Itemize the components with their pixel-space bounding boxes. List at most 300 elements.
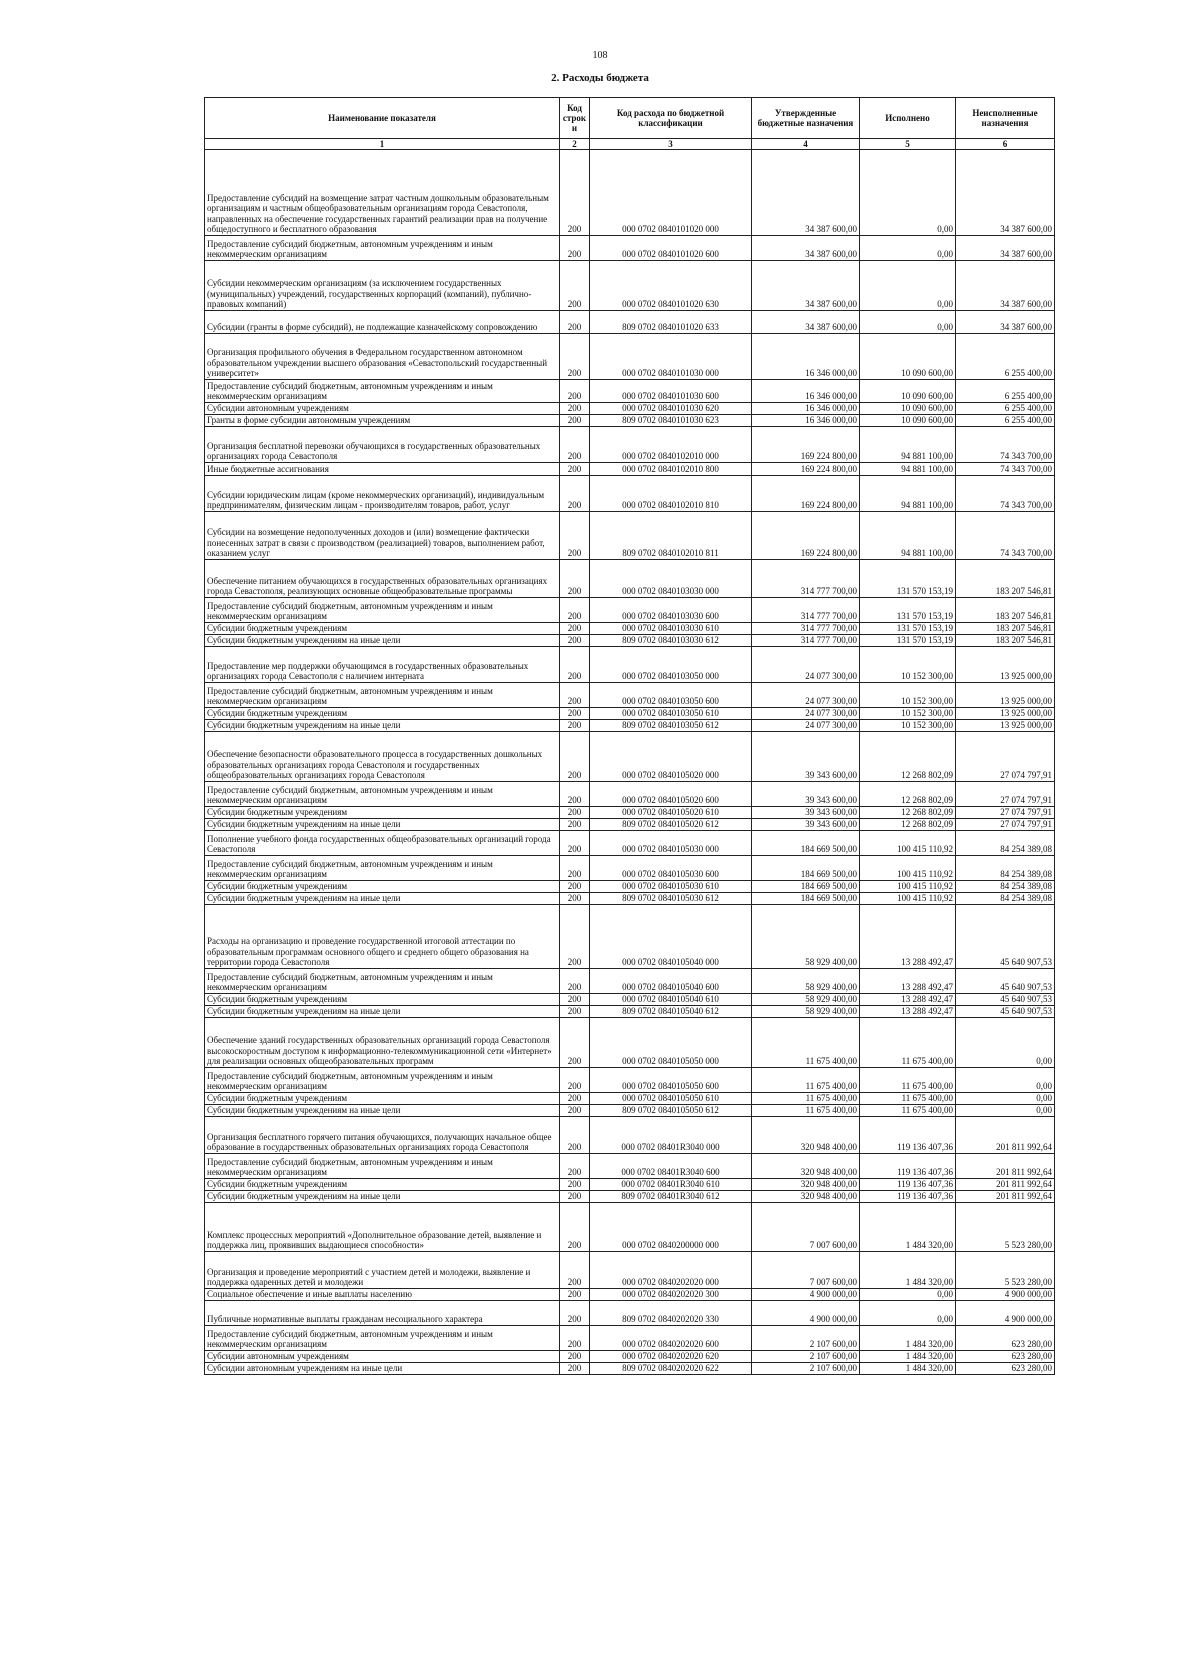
row-executed: 100 415 110,92 [860, 856, 956, 881]
row-unexecuted: 6 255 400,00 [956, 334, 1055, 380]
table-row [205, 647, 1055, 683]
row-name: Расходы на организацию и проведение государственной итоговой аттестации по образовательным программам основного общего и среднего общего образования на территории города Севастополя [205, 905, 560, 969]
row-budget-code: 809 0702 0840202020 622 [590, 1363, 752, 1375]
row-approved: 169 224 800,00 [752, 427, 860, 463]
row-name: Субсидии (гранты в форме субсидий), не подлежащие казначейскому сопровождению [205, 311, 560, 334]
row-executed: 94 881 100,00 [860, 463, 956, 476]
row-budget-code: 809 0702 0840202020 330 [590, 1301, 752, 1326]
row-approved: 184 669 500,00 [752, 831, 860, 856]
row-budget-code: 000 0702 0840101030 620 [590, 403, 752, 415]
row-line-code: 200 [560, 463, 590, 476]
row-executed: 94 881 100,00 [860, 512, 956, 560]
row-line-code: 200 [560, 1179, 590, 1191]
row-approved: 34 387 600,00 [752, 261, 860, 311]
table-row [205, 720, 1055, 732]
row-name: Субсидии бюджетным учреждениям на иные цели [205, 819, 560, 831]
row-budget-code: 000 0702 0840101030 000 [590, 334, 752, 380]
row-budget-code: 000 0702 0840202020 600 [590, 1326, 752, 1351]
table-row [205, 1093, 1055, 1105]
row-line-code: 200 [560, 720, 590, 732]
row-approved: 184 669 500,00 [752, 893, 860, 905]
row-unexecuted: 34 387 600,00 [956, 150, 1055, 236]
row-budget-code: 000 0702 0840102010 800 [590, 463, 752, 476]
row-name: Предоставление субсидий бюджетным, автономным учреждениям и иным некоммерческим организациям [205, 782, 560, 807]
row-name: Субсидии автономным учреждениям [205, 403, 560, 415]
row-name: Предоставление субсидий бюджетным, автономным учреждениям и иным некоммерческим организациям [205, 380, 560, 403]
row-executed: 100 415 110,92 [860, 831, 956, 856]
row-line-code: 200 [560, 427, 590, 463]
row-unexecuted: 0,00 [956, 1093, 1055, 1105]
row-name: Субсидии бюджетным учреждениям [205, 623, 560, 635]
row-line-code: 200 [560, 1326, 590, 1351]
row-approved: 2 107 600,00 [752, 1351, 860, 1363]
row-unexecuted: 27 074 797,91 [956, 819, 1055, 831]
table-row [205, 732, 1055, 782]
table-row [205, 1105, 1055, 1117]
row-name: Предоставление субсидий бюджетным, автономным учреждениям и иным некоммерческим организациям [205, 1068, 560, 1093]
table-row [205, 1203, 1055, 1252]
table-row [205, 1351, 1055, 1363]
row-line-code: 200 [560, 782, 590, 807]
row-executed: 10 152 300,00 [860, 683, 956, 708]
row-unexecuted: 6 255 400,00 [956, 415, 1055, 427]
row-line-code: 200 [560, 560, 590, 598]
table-row [205, 1154, 1055, 1179]
row-line-code: 200 [560, 994, 590, 1006]
row-executed: 119 136 407,36 [860, 1117, 956, 1154]
row-budget-code: 000 0702 0840105040 000 [590, 905, 752, 969]
table-row [205, 819, 1055, 831]
table-body [205, 150, 1055, 1375]
row-budget-code: 000 0702 0840102010 000 [590, 427, 752, 463]
row-unexecuted: 183 207 546,81 [956, 560, 1055, 598]
row-executed: 10 152 300,00 [860, 647, 956, 683]
row-line-code: 200 [560, 403, 590, 415]
row-approved: 58 929 400,00 [752, 1006, 860, 1018]
row-budget-code: 000 0702 08401R3040 610 [590, 1179, 752, 1191]
row-line-code: 200 [560, 1093, 590, 1105]
table-row [205, 623, 1055, 635]
table-row [205, 236, 1055, 261]
row-unexecuted: 183 207 546,81 [956, 623, 1055, 635]
row-line-code: 200 [560, 635, 590, 647]
row-unexecuted: 0,00 [956, 1018, 1055, 1068]
table-row [205, 807, 1055, 819]
row-approved: 314 777 700,00 [752, 598, 860, 623]
row-unexecuted: 45 640 907,53 [956, 969, 1055, 994]
row-name: Субсидии бюджетным учреждениям на иные цели [205, 893, 560, 905]
row-unexecuted: 0,00 [956, 1105, 1055, 1117]
row-approved: 184 669 500,00 [752, 881, 860, 893]
row-approved: 34 387 600,00 [752, 311, 860, 334]
row-budget-code: 000 0702 0840202020 000 [590, 1252, 752, 1289]
row-budget-code: 000 0702 0840105050 610 [590, 1093, 752, 1105]
header-name: Наименование показателя [205, 98, 560, 139]
row-line-code: 200 [560, 647, 590, 683]
row-name: Обеспечение зданий государственных образовательных организаций города Севастополя высокоскоростным доступом к информационно-телекоммуникационной сети «Интернет» для реализации основных общеобразовательных программ [205, 1018, 560, 1068]
row-executed: 10 152 300,00 [860, 720, 956, 732]
row-approved: 11 675 400,00 [752, 1105, 860, 1117]
header-unexecuted: Неисполненные назначения [956, 98, 1055, 139]
row-approved: 24 077 300,00 [752, 720, 860, 732]
row-approved: 11 675 400,00 [752, 1018, 860, 1068]
row-executed: 12 268 802,09 [860, 807, 956, 819]
row-executed: 1 484 320,00 [860, 1203, 956, 1252]
row-executed: 1 484 320,00 [860, 1363, 956, 1375]
header-line-code: Код строк и [560, 98, 590, 139]
row-executed: 100 415 110,92 [860, 881, 956, 893]
row-approved: 4 900 000,00 [752, 1301, 860, 1326]
row-line-code: 200 [560, 1068, 590, 1093]
index-cell: 1 [205, 139, 560, 150]
row-approved: 320 948 400,00 [752, 1191, 860, 1203]
row-name: Субсидии юридическим лицам (кроме некоммерческих организаций), индивидуальным предпринимателям, физическим лицам - производителям товаров, работ, услуг [205, 476, 560, 512]
row-approved: 169 224 800,00 [752, 476, 860, 512]
row-executed: 131 570 153,19 [860, 560, 956, 598]
row-unexecuted: 5 523 280,00 [956, 1203, 1055, 1252]
table-row [205, 1363, 1055, 1375]
row-approved: 34 387 600,00 [752, 236, 860, 261]
table-row [205, 881, 1055, 893]
row-name: Предоставление субсидий бюджетным, автономным учреждениям и иным некоммерческим организациям [205, 598, 560, 623]
row-unexecuted: 13 925 000,00 [956, 683, 1055, 708]
row-budget-code: 000 0702 0840202020 300 [590, 1289, 752, 1301]
table-row [205, 1326, 1055, 1351]
row-unexecuted: 13 925 000,00 [956, 720, 1055, 732]
row-name: Предоставление субсидий бюджетным, автономным учреждениям и иным некоммерческим организациям [205, 1154, 560, 1179]
row-approved: 24 077 300,00 [752, 708, 860, 720]
row-unexecuted: 13 925 000,00 [956, 647, 1055, 683]
row-approved: 184 669 500,00 [752, 856, 860, 881]
table-row [205, 403, 1055, 415]
row-budget-code: 809 0702 0840103030 612 [590, 635, 752, 647]
row-executed: 0,00 [860, 150, 956, 236]
row-budget-code: 000 0702 08401R3040 000 [590, 1117, 752, 1154]
row-line-code: 200 [560, 1191, 590, 1203]
table-row [205, 1252, 1055, 1289]
table-row [205, 1018, 1055, 1068]
row-unexecuted: 34 387 600,00 [956, 236, 1055, 261]
table-row [205, 380, 1055, 403]
row-line-code: 200 [560, 831, 590, 856]
row-executed: 11 675 400,00 [860, 1093, 956, 1105]
row-line-code: 200 [560, 905, 590, 969]
row-executed: 100 415 110,92 [860, 893, 956, 905]
row-line-code: 200 [560, 1006, 590, 1018]
row-budget-code: 000 0702 0840101030 600 [590, 380, 752, 403]
row-name: Субсидии бюджетным учреждениям [205, 1179, 560, 1191]
row-budget-code: 809 0702 0840102010 811 [590, 512, 752, 560]
row-executed: 119 136 407,36 [860, 1154, 956, 1179]
table-row [205, 856, 1055, 881]
row-approved: 4 900 000,00 [752, 1289, 860, 1301]
row-unexecuted: 5 523 280,00 [956, 1252, 1055, 1289]
row-unexecuted: 201 811 992,64 [956, 1179, 1055, 1191]
row-approved: 16 346 000,00 [752, 380, 860, 403]
row-name: Субсидии некоммерческим организациям (за исключением государственных (муниципальных) учреждений, государственных корпораций (компаний), публично-правовых компаний) [205, 261, 560, 311]
table-row [205, 311, 1055, 334]
row-executed: 13 288 492,47 [860, 969, 956, 994]
table-row [205, 905, 1055, 969]
row-budget-code: 000 0702 0840102010 810 [590, 476, 752, 512]
row-budget-code: 809 0702 0840101030 623 [590, 415, 752, 427]
row-approved: 314 777 700,00 [752, 635, 860, 647]
row-name: Гранты в форме субсидии автономным учреждениям [205, 415, 560, 427]
row-unexecuted: 84 254 389,08 [956, 881, 1055, 893]
row-line-code: 200 [560, 683, 590, 708]
row-executed: 10 090 600,00 [860, 403, 956, 415]
row-budget-code: 000 0702 0840202020 620 [590, 1351, 752, 1363]
row-unexecuted: 201 811 992,64 [956, 1154, 1055, 1179]
row-unexecuted: 45 640 907,53 [956, 1006, 1055, 1018]
expenses-table [204, 97, 1055, 1375]
row-executed: 10 090 600,00 [860, 415, 956, 427]
row-executed: 131 570 153,19 [860, 623, 956, 635]
row-name: Иные бюджетные ассигнования [205, 463, 560, 476]
row-name: Предоставление субсидий бюджетным, автономным учреждениям и иным некоммерческим организациям [205, 1326, 560, 1351]
row-executed: 131 570 153,19 [860, 598, 956, 623]
row-budget-code: 000 0702 08401R3040 600 [590, 1154, 752, 1179]
row-approved: 39 343 600,00 [752, 782, 860, 807]
row-line-code: 200 [560, 1203, 590, 1252]
row-executed: 119 136 407,36 [860, 1191, 956, 1203]
table-row [205, 831, 1055, 856]
row-line-code: 200 [560, 150, 590, 236]
row-name: Организация бесплатного горячего питания обучающихся, получающих начальное общее образование в государственных образовательных организациях города Севастополя [205, 1117, 560, 1154]
row-executed: 1 484 320,00 [860, 1252, 956, 1289]
row-approved: 320 948 400,00 [752, 1154, 860, 1179]
row-approved: 16 346 000,00 [752, 415, 860, 427]
row-unexecuted: 84 254 389,08 [956, 856, 1055, 881]
row-approved: 7 007 600,00 [752, 1203, 860, 1252]
row-name: Пополнение учебного фонда государственных общеобразовательных организаций города Севастополя [205, 831, 560, 856]
row-line-code: 200 [560, 1289, 590, 1301]
index-cell: 5 [860, 139, 956, 150]
row-unexecuted: 623 280,00 [956, 1326, 1055, 1351]
index-cell: 4 [752, 139, 860, 150]
row-budget-code: 000 0702 0840101020 000 [590, 150, 752, 236]
row-approved: 16 346 000,00 [752, 403, 860, 415]
row-name: Комплекс процессных мероприятий «Дополнительное образование детей, выявление и поддержка лиц, проявивших выдающиеся способности» [205, 1203, 560, 1252]
row-approved: 24 077 300,00 [752, 683, 860, 708]
row-approved: 7 007 600,00 [752, 1252, 860, 1289]
row-approved: 320 948 400,00 [752, 1117, 860, 1154]
table-row [205, 683, 1055, 708]
row-budget-code: 809 0702 0840105020 612 [590, 819, 752, 831]
row-approved: 58 929 400,00 [752, 905, 860, 969]
row-unexecuted: 84 254 389,08 [956, 831, 1055, 856]
row-budget-code: 000 0702 0840103030 000 [590, 560, 752, 598]
row-approved: 2 107 600,00 [752, 1326, 860, 1351]
row-executed: 0,00 [860, 311, 956, 334]
row-name: Предоставление субсидий бюджетным, автономным учреждениям и иным некоммерческим организациям [205, 236, 560, 261]
row-budget-code: 000 0702 0840103030 600 [590, 598, 752, 623]
row-unexecuted: 74 343 700,00 [956, 476, 1055, 512]
row-budget-code: 000 0702 0840103050 000 [590, 647, 752, 683]
table-row [205, 1006, 1055, 1018]
row-line-code: 200 [560, 598, 590, 623]
row-line-code: 200 [560, 1117, 590, 1154]
row-budget-code: 000 0702 0840101020 630 [590, 261, 752, 311]
row-approved: 169 224 800,00 [752, 463, 860, 476]
row-line-code: 200 [560, 1105, 590, 1117]
table-row [205, 463, 1055, 476]
row-executed: 119 136 407,36 [860, 1179, 956, 1191]
row-name: Предоставление субсидий бюджетным, автономным учреждениям и иным некоммерческим организациям [205, 683, 560, 708]
row-approved: 11 675 400,00 [752, 1093, 860, 1105]
row-line-code: 200 [560, 1252, 590, 1289]
row-line-code: 200 [560, 893, 590, 905]
row-line-code: 200 [560, 380, 590, 403]
table-row [205, 1179, 1055, 1191]
row-name: Субсидии бюджетным учреждениям на иные цели [205, 1191, 560, 1203]
row-name: Предоставление субсидий на возмещение затрат частным дошкольным образовательным организациям и частным общеобразовательным организациям города Севастополя, направленных на обеспечение государственных гарантий реализации прав на получение общедоступного и бесплатного образования [205, 150, 560, 236]
header-approved: Утвержденные бюджетные назначения [752, 98, 860, 139]
row-name: Субсидии бюджетным учреждениям на иные цели [205, 635, 560, 647]
row-unexecuted: 6 255 400,00 [956, 403, 1055, 415]
table-row [205, 969, 1055, 994]
index-cell: 3 [590, 139, 752, 150]
table-row [205, 635, 1055, 647]
row-budget-code: 000 0702 0840103030 610 [590, 623, 752, 635]
row-executed: 10 090 600,00 [860, 380, 956, 403]
row-approved: 11 675 400,00 [752, 1068, 860, 1093]
row-line-code: 200 [560, 623, 590, 635]
row-name: Субсидии бюджетным учреждениям [205, 881, 560, 893]
row-unexecuted: 45 640 907,53 [956, 905, 1055, 969]
row-unexecuted: 201 811 992,64 [956, 1117, 1055, 1154]
row-unexecuted: 6 255 400,00 [956, 380, 1055, 403]
row-name: Социальное обеспечение и иные выплаты населению [205, 1289, 560, 1301]
row-unexecuted: 4 900 000,00 [956, 1289, 1055, 1301]
row-unexecuted: 74 343 700,00 [956, 463, 1055, 476]
row-executed: 13 288 492,47 [860, 905, 956, 969]
row-executed: 0,00 [860, 261, 956, 311]
row-name: Организация и проведение мероприятий с участием детей и молодежи, выявление и поддержка одаренных детей и молодежи [205, 1252, 560, 1289]
row-budget-code: 809 0702 0840103050 612 [590, 720, 752, 732]
table-row [205, 476, 1055, 512]
row-executed: 11 675 400,00 [860, 1105, 956, 1117]
row-budget-code: 000 0702 0840105020 600 [590, 782, 752, 807]
table-row [205, 415, 1055, 427]
row-approved: 58 929 400,00 [752, 969, 860, 994]
table-row [205, 994, 1055, 1006]
row-name: Публичные нормативные выплаты гражданам несоциального характера [205, 1301, 560, 1326]
row-line-code: 200 [560, 1301, 590, 1326]
row-name: Организация бесплатной перевозки обучающихся в государственных образовательных организациях города Севастополя [205, 427, 560, 463]
row-executed: 0,00 [860, 1289, 956, 1301]
row-line-code: 200 [560, 708, 590, 720]
row-name: Субсидии бюджетным учреждениям [205, 708, 560, 720]
row-executed: 12 268 802,09 [860, 782, 956, 807]
table-row [205, 1117, 1055, 1154]
row-name: Субсидии автономным учреждениям на иные цели [205, 1363, 560, 1375]
row-approved: 169 224 800,00 [752, 512, 860, 560]
row-approved: 320 948 400,00 [752, 1179, 860, 1191]
row-line-code: 200 [560, 1363, 590, 1375]
row-unexecuted: 34 387 600,00 [956, 311, 1055, 334]
row-budget-code: 000 0702 0840103050 600 [590, 683, 752, 708]
row-budget-code: 809 0702 0840101020 633 [590, 311, 752, 334]
row-unexecuted: 183 207 546,81 [956, 635, 1055, 647]
row-executed: 0,00 [860, 236, 956, 261]
row-budget-code: 000 0702 0840105030 610 [590, 881, 752, 893]
row-executed: 13 288 492,47 [860, 1006, 956, 1018]
table-row [205, 150, 1055, 236]
row-executed: 10 152 300,00 [860, 708, 956, 720]
row-name: Предоставление мер поддержки обучающимся в государственных образовательных организациях города Севастополя с наличием интерната [205, 647, 560, 683]
row-executed: 12 268 802,09 [860, 732, 956, 782]
row-unexecuted: 623 280,00 [956, 1351, 1055, 1363]
table-row [205, 334, 1055, 380]
row-executed: 131 570 153,19 [860, 635, 956, 647]
row-approved: 314 777 700,00 [752, 623, 860, 635]
row-executed: 1 484 320,00 [860, 1351, 956, 1363]
row-name: Субсидии автономным учреждениям [205, 1351, 560, 1363]
row-name: Субсидии бюджетным учреждениям [205, 1093, 560, 1105]
row-unexecuted: 0,00 [956, 1068, 1055, 1093]
row-line-code: 200 [560, 856, 590, 881]
row-budget-code: 000 0702 0840105040 610 [590, 994, 752, 1006]
table-row [205, 427, 1055, 463]
row-line-code: 200 [560, 512, 590, 560]
row-budget-code: 000 0702 0840200000 000 [590, 1203, 752, 1252]
row-name: Субсидии на возмещение недополученных доходов и (или) возмещение фактически понесенных затрат в связи с производством (реализацией) товаров, выполнением работ, оказанием услуг [205, 512, 560, 560]
row-budget-code: 000 0702 0840105040 600 [590, 969, 752, 994]
row-approved: 34 387 600,00 [752, 150, 860, 236]
row-executed: 0,00 [860, 1301, 956, 1326]
row-line-code: 200 [560, 807, 590, 819]
row-name: Субсидии бюджетным учреждениям на иные цели [205, 1105, 560, 1117]
index-cell: 6 [956, 139, 1055, 150]
row-budget-code: 000 0702 0840105030 000 [590, 831, 752, 856]
row-name: Субсидии бюджетным учреждениям на иные цели [205, 720, 560, 732]
row-budget-code: 000 0702 0840105050 000 [590, 1018, 752, 1068]
row-approved: 2 107 600,00 [752, 1363, 860, 1375]
index-cell: 2 [560, 139, 590, 150]
row-executed: 94 881 100,00 [860, 427, 956, 463]
row-line-code: 200 [560, 1018, 590, 1068]
section-title: 2. Расходы бюджета [551, 72, 649, 84]
row-line-code: 200 [560, 415, 590, 427]
row-unexecuted: 183 207 546,81 [956, 598, 1055, 623]
row-budget-code: 000 0702 0840105050 600 [590, 1068, 752, 1093]
header-budget-code: Код расхода по бюджетной классификации [590, 98, 752, 139]
row-line-code: 200 [560, 881, 590, 893]
row-budget-code: 000 0702 0840101020 600 [590, 236, 752, 261]
row-name: Субсидии бюджетным учреждениям [205, 807, 560, 819]
row-name: Организация профильного обучения в Федеральном государственном автономном образовательном учреждении высшего образования «Севастопольский государственный университет» [205, 334, 560, 380]
row-name: Предоставление субсидий бюджетным, автономным учреждениям и иным некоммерческим организациям [205, 969, 560, 994]
row-executed: 13 288 492,47 [860, 994, 956, 1006]
table-row [205, 708, 1055, 720]
row-name: Субсидии бюджетным учреждениям на иные цели [205, 1006, 560, 1018]
row-line-code: 200 [560, 1154, 590, 1179]
row-executed: 1 484 320,00 [860, 1326, 956, 1351]
row-approved: 24 077 300,00 [752, 647, 860, 683]
row-line-code: 200 [560, 236, 590, 261]
table-row [205, 261, 1055, 311]
page-number: 108 [592, 50, 608, 61]
table-row [205, 598, 1055, 623]
row-unexecuted: 27 074 797,91 [956, 732, 1055, 782]
table-row [205, 782, 1055, 807]
row-unexecuted: 201 811 992,64 [956, 1191, 1055, 1203]
row-budget-code: 809 0702 0840105040 612 [590, 1006, 752, 1018]
row-name: Обеспечение питанием обучающихся в государственных образовательных организациях города Севастополя, реализующих основные общеобразовательные программы [205, 560, 560, 598]
row-executed: 12 268 802,09 [860, 819, 956, 831]
row-unexecuted: 27 074 797,91 [956, 782, 1055, 807]
